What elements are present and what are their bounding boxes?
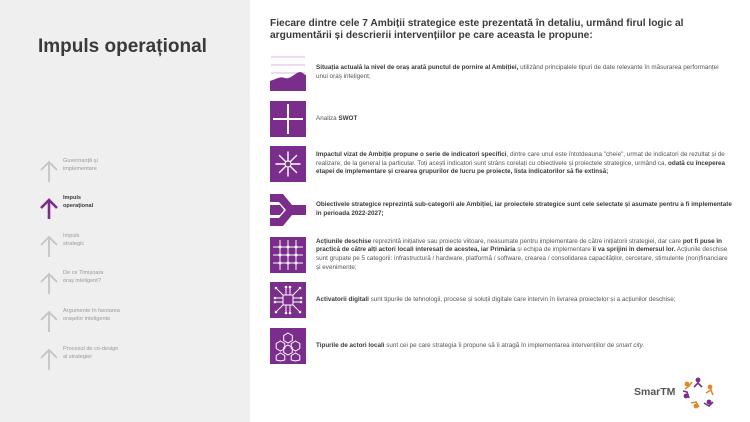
list-item-activatorii-digitali [270,282,730,318]
people-circle-logo-icon [680,376,716,410]
page-title: Impuls operațional [38,36,207,57]
asterisk-burst-icon [270,146,306,182]
nav-item-label: Procesul de co-design al strategiei [63,346,119,360]
hexagon-cluster-icon [270,328,306,364]
chevron-up-icon [38,158,60,182]
item-text: Obiectivele strategice reprezintă sub-categorii ale Ambiției, iar proiectele strategice sunt cele selectate și asumate pentru a fi implementate în perioada 2022-2027; [316,201,732,217]
nav-item-procesul-co-design[interactable] [38,346,238,370]
list-item-actiunile-deschise [270,237,730,273]
chevron-up-icon [38,308,60,332]
list-item-impactul-vizat [270,146,730,182]
smartm-logo [634,376,722,410]
grid-network-icon [270,237,306,273]
item-text: Situația actuală la nivel de oraș arată punctul de pornire al Ambiției, utilizând principalele tipuri de date relevante în măsurarea performanței unui oraș inteligent; [316,64,719,80]
chevron-up-icon [38,346,60,370]
nav-item-impuls-operational[interactable] [38,195,238,219]
item-text: Activatorii digitali sunt tipurile de tehnologii, procese și soluții digitale care intervin în livrarea proiectelor și a acțiunilor deschise; [316,295,676,303]
list-item-obiectivele-strategice [270,192,730,228]
chevron-up-icon [38,233,60,257]
section-heading: Fiecare dintre cele 7 Ambiții strategice este prezentată în detaliu, urmând firul logic al argumentării și descrierii intervențiilor pe care aceasta le propune: [270,18,684,41]
nav-item-label: Impuls operațional [63,195,94,209]
circuit-chip-icon [270,282,306,318]
logo-text: SmarTM [634,386,676,398]
chevron-up-icon [38,195,60,219]
nav-item-impuls-strategic[interactable] [38,233,238,257]
item-text: Tipurile de actori locali sunt cei pe care strategia îi propune să îi atragă în implementarea intervențiilor de smart city. [316,341,645,349]
nav-item-label: Argumente în favoarea orașelor inteligente [63,308,120,322]
nav-item-label: Guvernanță și implementare [63,158,98,172]
branching-arrow-icon [270,192,306,228]
item-text: Analiza SWOT [316,114,358,122]
area-chart-icon [270,55,306,91]
swot-grid-icon [270,101,306,137]
nav-item-argumente[interactable] [38,308,238,332]
chevron-up-icon [38,270,60,294]
list-item-tipurile-actori [270,328,730,364]
item-text: Impactul vizat de Ambiție propune o serie de indicatori specifici, dintre care unul este întotdeauna "cheie", urmat de indicatori de rezultat și de realizare, de la general la particular. Toți acești indicatori sunt strâns corelați cu obiectivele și proiectele strategice, urmând ca, odată cu începerea etapei de implementare și crearea grupurilor de lucru pe proiecte, lista indicatorilor să fie extinsă; [316,151,726,176]
sidebar [0,0,250,422]
list-item-swot [270,101,730,137]
nav-item-de-ce-timisoara[interactable] [38,270,238,294]
item-text: Acțiunile deschise reprezintă inițiative sau proiecte viitoare, neasumate pentru implementare de către inițiatorii strategiei, dar care pot fi puse în practică de către alți actori locali interesați de acestea, iar Primăria și echipa de implementare îi va sprijini în demersul lor. Acțiunile deschise sunt grupate pe 5 categorii: infrastructură / hardware, platformă / software, crearea / consolidarea capacităților, cercetare, stimulente (non)financiare și evenimente; [316,237,728,271]
list-item-situatia-actuala [270,55,730,91]
nav-item-guvernanta[interactable] [38,158,238,182]
nav-item-label: Impuls strategic [63,233,85,247]
nav-item-label: De ce Timișoara oraș inteligent? [63,270,104,284]
